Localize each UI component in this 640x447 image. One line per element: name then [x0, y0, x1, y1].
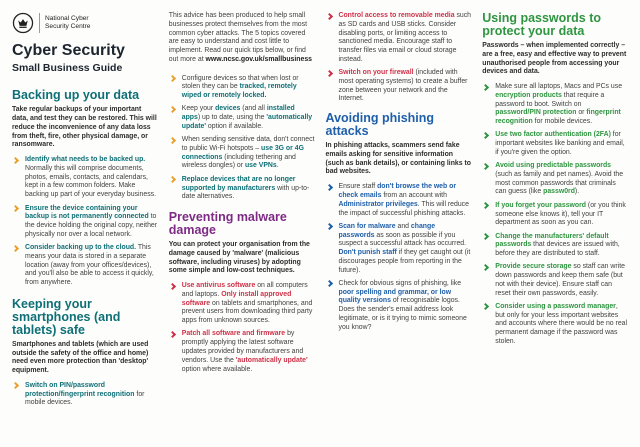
logo-wordmark [45, 15, 90, 31]
item-text: Check for obvious signs of phishing, like poor spelling and grammar, or low quality versions of recognisable logos. Does the sender's email address look legitimate, or is it trying to mimic someone you know? [338, 279, 467, 331]
list-item [482, 303, 628, 347]
chevron-icon [12, 245, 19, 252]
chevron-icon [325, 184, 332, 191]
list-item [482, 162, 628, 197]
chevron-icon [482, 163, 489, 170]
chevron-icon [12, 157, 19, 164]
list-item [169, 105, 315, 131]
chevron-icon [325, 223, 332, 230]
list-item [169, 330, 315, 374]
logo-line-1: National Cyber [45, 14, 89, 22]
section-heading: Avoiding phishing attacks [325, 111, 435, 139]
section-smartphones-continued [169, 75, 315, 202]
list-item [169, 282, 315, 326]
chevron-icon [482, 84, 489, 91]
section-heading: Backing up your data [12, 88, 140, 103]
chevron-icon [169, 75, 176, 82]
list-item [326, 69, 472, 104]
section-heading: Preventing malware damage [168, 210, 287, 238]
item-text: If you forget your password (or you think someone else knows it), tell your IT department as soon as you can. [495, 201, 626, 227]
list-item [482, 83, 628, 127]
section-backing-up [12, 89, 158, 288]
chevron-icon [325, 280, 332, 287]
column-1 [12, 12, 158, 441]
chevron-icon [325, 70, 332, 77]
chevron-icon [482, 264, 489, 271]
list-item [12, 205, 158, 240]
item-text: Configure devices so that when lost or stolen they can be tracked, remotely wiped or remotely locked. [181, 74, 299, 100]
page-title: Cyber Security [12, 42, 125, 59]
list-item [326, 183, 472, 218]
list-item [169, 136, 315, 171]
item-text: Make sure all laptops, Macs and PCs use encryption products that require a password to boot. Switch on password/PIN protection or fingerprint recognition for mobile devices. [495, 83, 623, 126]
item-text: Consider backing up to the cloud. This means your data is stored in a separate location (away from your offices/devices), and you'll also be able to access it quickly, from anywhere. [25, 244, 154, 287]
item-text: Consider using a password manager, but only for your less important websites and accounts where there would be no real permanent damage if the password was stolen. [495, 302, 628, 345]
section-passwords [482, 12, 628, 347]
section-heading: Keeping your smartphones (and tablets) safe [12, 296, 121, 337]
column-2 [169, 12, 315, 441]
item-text: When sending sensitive data, don't connect to public Wi-Fi hotspots – use 3G or 4G connections (including tethering and wireless dongles) or use VPNs. [181, 136, 315, 170]
section-smartphones [12, 298, 158, 408]
chevron-icon [169, 283, 176, 290]
section-lead: In phishing attacks, scammers send fake emails asking for sensitive information (such as bank details), or containing links to bad websites. [325, 142, 471, 176]
item-text: Keep your devices (and all installed apps) up to date, using the 'automatically update' option if available. [181, 105, 313, 130]
chevron-icon [325, 12, 332, 19]
list-item [482, 202, 628, 228]
section-lead: You can protect your organisation from the damage caused by 'malware' (malicious software, including viruses) by adopting some simple and low-cost techniques. [168, 241, 310, 275]
chevron-icon [482, 202, 489, 209]
intro-text: This advice has been produced to help small businesses protect themselves from the most common cyber attacks. The 5 topics covered are easy to understand and cost little to implement. Read our quick tips below, or find out more at www.ncsc.gov.uk/smallbusiness [168, 12, 312, 63]
section-lead: Smartphones and tablets (which are used outside the safety of the office and home) need even more protection than 'desktop' equipment. [12, 340, 149, 375]
item-text: Avoid using predictable passwords (such as family and pet names). Avoid the most common passwords that criminals can guess (like passw0rd). [495, 162, 624, 196]
item-text: Switch on PIN/password protection/fingerprint recognition for mobile devices. [25, 381, 145, 407]
item-text: Replace devices that are no longer supported by manufacturers with up-to-date alternatives. [181, 175, 310, 201]
chevron-icon [169, 331, 176, 338]
column-3 [326, 12, 472, 441]
list-item [12, 382, 158, 408]
item-text: Identify what needs to be backed up. Normally this will comprise documents, photos, emails, contacts, and calendars, kept in a few common folders. Make backing up part of your everyday business. [25, 156, 156, 199]
chevron-icon [12, 205, 19, 212]
section-lead: Passwords – when implemented correctly – are a free, easy and effective way to prevent unauthorised people from accessing your devices and data. [482, 42, 627, 76]
chevron-icon [169, 106, 176, 113]
logo-divider [39, 13, 40, 33]
section-phishing [326, 112, 472, 332]
page-subtitle: Small Business Guide [12, 61, 123, 74]
list-item [326, 12, 472, 65]
list-item [326, 280, 472, 333]
item-text: Change the manufacturers' default passwords that devices are issued with, before they are distributed to staff. [495, 232, 620, 258]
chevron-icon [169, 176, 176, 183]
column-4 [482, 12, 628, 441]
list-item [482, 131, 628, 157]
item-text: Provide secure storage so staff can write down passwords and keep them safe (but not with their device). Ensure staff can reset their own passwords, easily. [495, 263, 625, 297]
section-heading: Using passwords to protect your data [482, 11, 602, 38]
item-text: Use two factor authentication (2FA) for important websites like banking and email, if you're given the option. [495, 131, 625, 156]
list-item [482, 233, 628, 259]
list-item [326, 223, 472, 276]
item-text: Patch all software and firmware by promptly applying the latest software updates provided by manufacturers and vendors. Use the 'automatically update' option where available. [181, 330, 308, 373]
chevron-icon [482, 303, 489, 310]
list-item [169, 75, 315, 101]
item-text: Scan for malware and change passwords as soon as possible if you suspect a successful attack has occurred. Don't punish staff if they get caught out (it discourages people from reporting in the future). [338, 222, 471, 274]
list-item [482, 263, 628, 298]
item-text: Ensure staff don't browse the web or check emails from an account with Administrator privileges. This will reduce the impact of successful phishing attacks. [338, 183, 469, 217]
section-malware-continued [326, 12, 472, 104]
section-lead: Take regular backups of your important data, and test they can be restored. This will reduce the inconvenience of any data loss from theft, fire, other physical damage, or ransomware. [12, 106, 157, 149]
list-item [12, 156, 158, 200]
ncsc-logo [12, 12, 158, 34]
section-malware [169, 211, 315, 374]
chevron-icon [482, 233, 489, 240]
chevron-icon [169, 137, 176, 144]
crown-emblem-icon [12, 12, 34, 34]
item-text: Switch on your firewall (included with most operating systems) to create a buffer zone between your network and the Internet. [338, 69, 468, 103]
item-text: Ensure the device containing your backup is not permanently connected to the device holding the original copy, neither physically nor over a local network. [25, 204, 158, 238]
logo-line-2: Security Centre [45, 23, 91, 30]
list-item [12, 244, 158, 288]
item-text: Control access to removable media such as SD cards and USB sticks. Consider disabling ports, or limiting access to sanctioned media. Encourage staff to transfer files via email or cloud storage instead. [338, 12, 472, 63]
item-text: Use antivirus software on all computers and laptops. Only install approved software on tablets and smartphones, and prevent users from downloading third party apps from unknown sources. [181, 282, 313, 325]
chevron-icon [482, 132, 489, 139]
list-item [169, 176, 315, 202]
chevron-icon [12, 382, 19, 389]
